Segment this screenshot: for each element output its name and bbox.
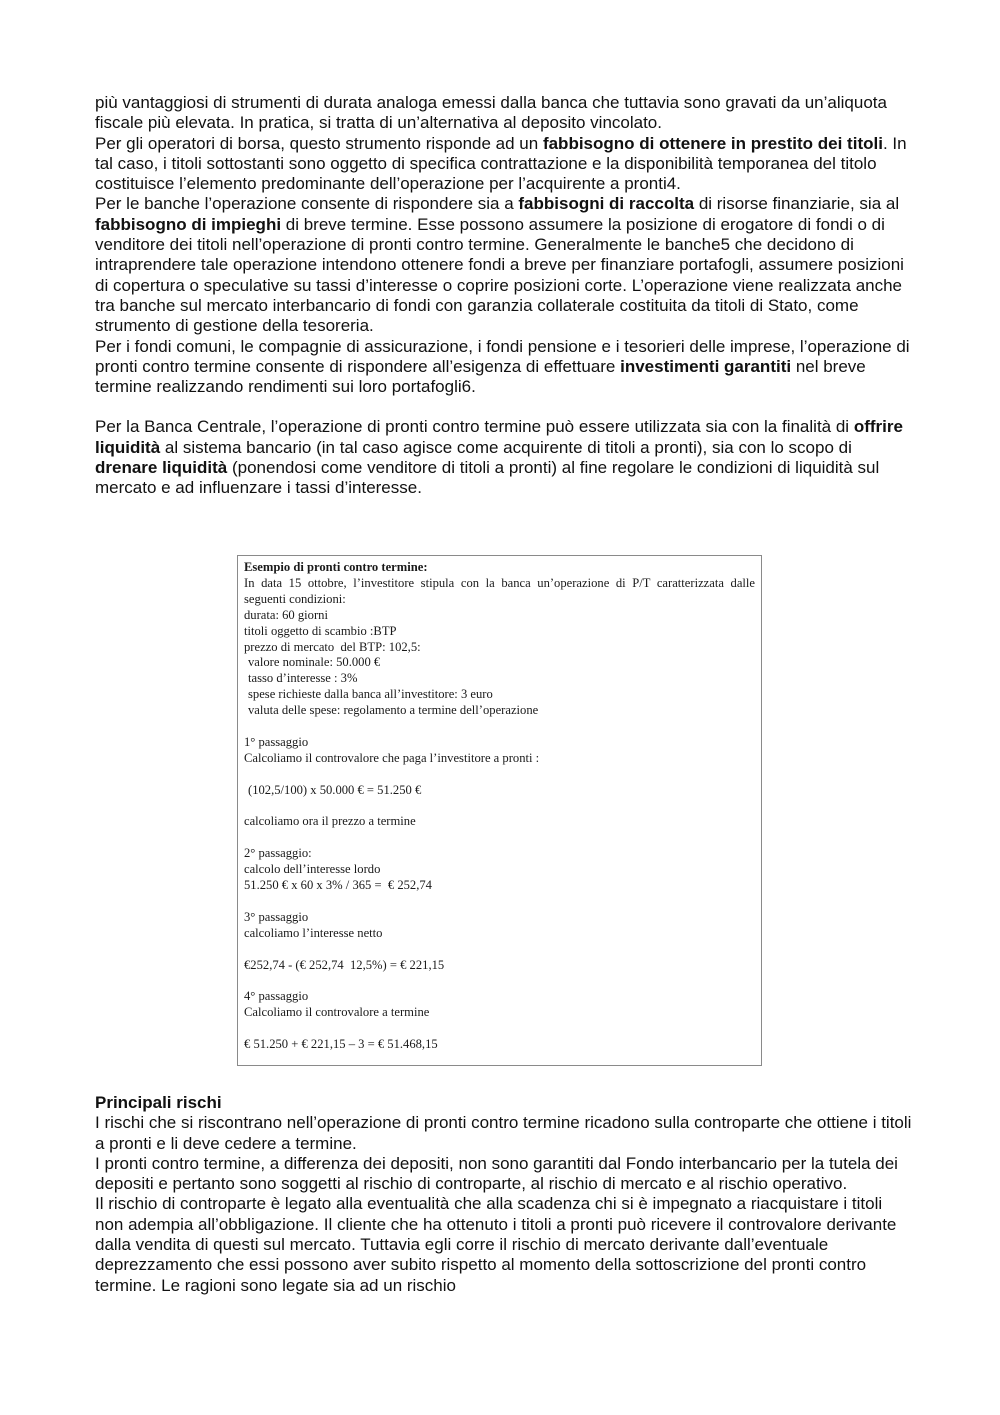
spacer: [244, 942, 755, 958]
step1-description: Calcoliamo il controvalore che paga l’investitore a pronti :: [244, 750, 540, 765]
step2-title: 2° passaggio:: [244, 846, 312, 861]
example-price: prezzo di mercato del BTP: 102,5:: [244, 639, 421, 654]
step4-description: Calcoliamo il controvalore a termine: [244, 1005, 430, 1020]
step4-title: 4° passaggio: [244, 989, 309, 1004]
paragraph-alternative-deposit: più vantaggiosi di strumenti di durata analoga emessi dalla banca che tuttavia sono gravati da un’aliquota fiscale più elevata. In pratica, si tratta di un’alternativa al deposito vincolato.: [95, 93, 887, 133]
spacer: [244, 830, 755, 846]
example-rate: tasso d’interesse : 3%: [248, 671, 358, 686]
text-run: (ponendosi come venditore di titoli a pronti) al fine regolare le condizioni di liquidità sul mercato e ad influenzare i tassi d’interesse.: [95, 458, 880, 498]
risks-paragraph-2: I pronti contro termine, a differenza dei depositi, non sono garantiti dal Fondo interbancario per la tutela dei depositi e pertanto sono soggetti al rischio di controparte, al rischio di mercato e al rischio operativo.: [95, 1153, 898, 1194]
example-duration: durata: 60 giorni: [244, 607, 328, 622]
text-run: di breve termine. Esse possono assumere la posizione di erogatore di fondi o di venditore dei titoli nell’operazione di pronti contro termine. Generalmente le banche5 che decidono di intraprendere tale operazione intendono ottenere fondi a breve per finanziare portafogli, assumere posizioni di copertura o speculative su tassi d’interesse o coprire posizioni corte. L’operazione viene realizzata anche tra banche sul mercato interbancario di fondi con garanzia collaterale costituita da titoli di Stato, come strumento di gestione della tesoreria.: [95, 214, 904, 336]
risks-paragraph-1: I rischi che si riscontrano nell’operazione di pronti contro termine ricadono sulla controparte che ottiene i titoli a pronti e li deve cedere a termine.: [95, 1113, 912, 1153]
text-run: Per gli operatori di borsa, questo strumento risponde ad un: [95, 133, 543, 153]
example-securities: titoli oggetto di scambio :BTP: [244, 623, 397, 638]
document-body: [95, 93, 915, 499]
text-run: Per le banche l’operazione consente di rispondere sia a: [95, 194, 519, 214]
step3-title: 3° passaggio: [244, 909, 309, 924]
text-run: Per i fondi comuni, le compagnie di assicurazione, i fondi pensione e i tesorieri delle imprese, l’operazione di pronti contro termine consente di rispondere all’esigenza di effettuare: [95, 336, 910, 376]
text-run: al sistema bancario (in tal caso agisce come acquirente di titoli a pronti), sia con lo scopo di: [160, 437, 852, 457]
step3-calculation: €252,74 - (€ 252,74 12,5%) = € 221,15: [244, 957, 445, 972]
bold-term: fabbisogno di impieghi: [95, 214, 282, 234]
spacer: [244, 1021, 755, 1037]
example-fees: spese richieste dalla banca all’investitore: 3 euro: [248, 687, 493, 702]
text-run: nel breve termine realizzando rendimenti sui loro portafogli6.: [95, 356, 866, 397]
example-box: [237, 555, 762, 1066]
example-nominal: valore nominale: 50.000 €: [248, 655, 381, 670]
example-intro: In data 15 ottobre, l’investitore stipula con la banca un’operazione di P/T caratterizzata dalle seguenti condizioni:: [244, 575, 755, 606]
paragraph-stock-operators: [95, 134, 915, 195]
bold-term: fabbisogno di ottenere in prestito dei titoli: [542, 133, 883, 153]
step1-calculation: (102,5/100) x 50.000 € = 51.250 €: [248, 782, 422, 797]
risks-paragraph-3: Il rischio di controparte è legato alla eventualità che alla scadenza chi si è impegnato a riacquistare i titoli non adempia all’obbligazione. Il cliente che ha ottenuto i titoli a pronti può ricevere il controvalore derivante dalla vendita di questi sul mercato. Tuttavia egli corre il rischio di mercato derivante dall’eventuale deprezzamento che essi possono aver subito rispetto al momento della sottoscrizione del pronti contro termine. Le ragioni sono legate sia ad un rischio: [95, 1194, 897, 1295]
step3-description: calcoliamo l’interesse netto: [244, 925, 383, 940]
spacer: [244, 799, 755, 815]
spacer: [244, 767, 755, 783]
risks-heading: Principali rischi: [95, 1093, 222, 1112]
paragraph-funds: [95, 337, 915, 398]
spacer: [244, 973, 755, 989]
step2-description: calcolo dell’interesse lordo: [244, 862, 381, 877]
bold-term: offrire liquidità: [95, 417, 903, 457]
spacer: [244, 719, 755, 735]
paragraph-banks: [95, 194, 915, 336]
example-fee-value: valuta delle spese: regolamento a termine dell’operazione: [248, 703, 539, 718]
bold-term: drenare liquidità: [95, 458, 228, 478]
spacer: [244, 894, 755, 910]
bold-term: fabbisogni di raccolta: [518, 194, 695, 214]
bold-term: investimenti garantiti: [620, 356, 792, 376]
step1-next: calcoliamo ora il prezzo a termine: [244, 814, 416, 829]
text-run: Per la Banca Centrale, l’operazione di pronti contro termine può essere utilizzata sia con la finalità di: [95, 417, 854, 437]
step2-calculation: 51.250 € x 60 x 3% / 365 = € 252,74: [244, 878, 432, 893]
paragraph-spacer: [95, 397, 915, 417]
paragraph-central-bank: [95, 417, 915, 498]
text-run: di risorse finanziarie, sia al: [694, 194, 900, 214]
step1-title: 1° passaggio: [244, 734, 309, 749]
step4-calculation: € 51.250 + € 221,15 – 3 = € 51.468,15: [244, 1037, 438, 1052]
text-run: . In tal caso, i titoli sottostanti sono oggetto di specifica contrattazione e la disponibilità temporanea del titolo costituisce l’elemento predominante dell’operazione per l’acquirente a pronti4.: [95, 133, 907, 194]
risks-section: [95, 1093, 915, 1296]
example-title: Esempio di pronti contro termine:: [244, 560, 428, 574]
